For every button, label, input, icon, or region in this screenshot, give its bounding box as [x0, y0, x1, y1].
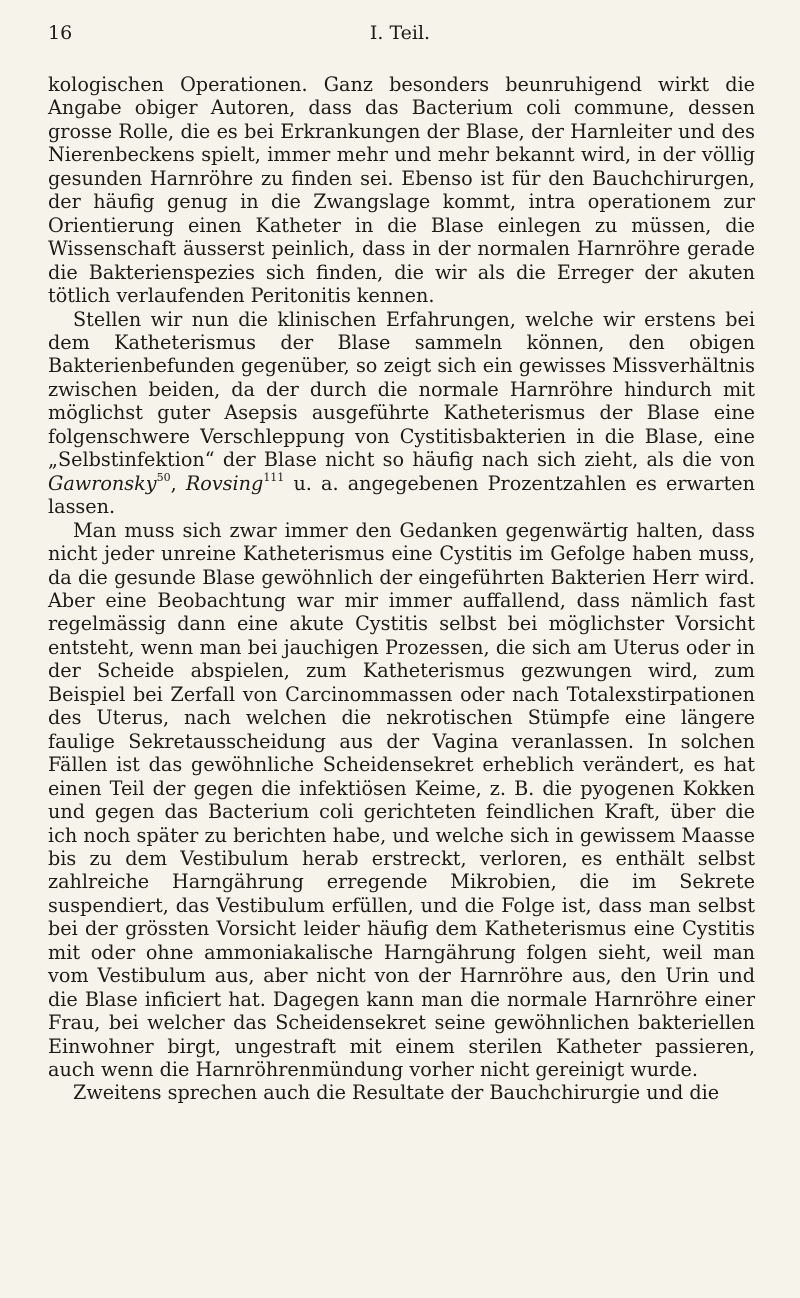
reference-number: 50	[156, 471, 171, 485]
paragraph-text: Stellen wir nun die klinischen Erfahrungen, welche wir erstens bei dem Katheterismus der Blase sammeln können, den obigen Bakterienbefunden gegenüber, so zeigt sich ein gewisses Missverhältnis zwischen beiden, da der durch die normale Harnröhre hindurch mit möglichst guter Asepsis ausgeführte Katheterismus der Blase eine folgenschwere Verschleppung von Cystitisbakterien in die Blase, eine „Selbstinfektion“ der Blase nicht so häufig nach sich zieht, als die von	[48, 307, 755, 472]
punctuation: ,	[170, 471, 177, 495]
paragraph-second-point	[48, 1081, 755, 1104]
author-reference-gawronsky: Gawronsky	[48, 471, 157, 495]
author-reference-rovsing: Rovsing	[185, 471, 264, 495]
paragraph-clinical-experience	[48, 308, 755, 519]
paragraph-cystitis-observation	[48, 519, 755, 1082]
paragraph-text: u. a. angegebenen Prozentzahlen es erwarten lassen.	[48, 471, 755, 519]
body-text	[48, 73, 755, 1105]
running-title: I. Teil.	[369, 22, 431, 44]
paragraph-continued	[48, 73, 755, 308]
paragraph-text: Man muss sich zwar immer den Gedanken gegenwärtig halten, dass nicht jeder unreine Katheterismus eine Cystitis im Gefolge haben muss, da die gesunde Blase gewöhnlich der eingeführten Bakterien Herr wird. Aber eine Beobachtung war mir immer auffallend, dass nämlich fast regelmässig dann eine akute Cystitis selbst bei möglichster Vorsicht entsteht, wenn man bei jauchigen Prozessen, die sich am Uterus oder in der Scheide abspielen, zum Katheterismus gezwungen wird, zum Beispiel bei Zerfall von Carcinommassen oder nach Totalexstirpationen des Uterus, nach welchen die nekrotischen Stümpfe eine längere faulige Sekretausscheidung aus der Vagina veranlassen. In solchen Fällen ist das gewöhnliche Scheidensekret erheblich verändert, es hat einen Teil der gegen die infektiösen Keime, z. B. die pyogenen Kokken und gegen das Bacterium coli gerichteten feindlichen Kraft, über die ich noch später zu berichten habe, und welche sich in gewissem Maasse bis zu dem Vestibulum herab erstreckt, verloren, es enthält selbst zahlreiche Harngährung erregende Mikrobien, die im Sekrete suspendiert, das Vestibulum erfüllen, und die Folge ist, dass man selbst bei der grössten Vorsicht leider häufig dem Katheterismus eine Cystitis mit oder ohne ammoniakalische Harngährung folgen sieht, weil man vom Vestibulum aus, aber nicht von der Harnröhre aus, den Urin und die Blase inficiert hat. Dagegen kann man die normale Harnröhre einer Frau, bei welcher das Scheidensekret seine gewöhnlichen bakteriellen Einwohner birgt, ungestraft mit einem sterilen Katheter passieren, auch wenn die Harnröhrenmündung vorher nicht gereinigt wurde.	[48, 518, 755, 1082]
running-head	[48, 18, 752, 48]
paragraph-text: kologischen Operationen. Ganz besonders beunruhigend wirkt die Angabe obiger Autoren, dass das Bacterium coli commune, dessen grosse Rolle, die es bei Erkrankungen der Blase, der Harnleiter und des Nierenbeckens spielt, immer mehr und mehr bekannt wird, in der völlig gesunden Harnröhre zu finden sei. Ebenso ist für den Bauchchirurgen, der häufig genug in die Zwangslage kommt, intra operationem zur Orientierung einen Katheter in die Blase einlegen zu müssen, die Wissenschaft äusserst peinlich, dass in der normalen Harnröhre gerade die Bakterienspezies sich finden, die wir als die Erreger der akuten tötlich verlaufenden Peritonitis kennen.	[48, 73, 755, 308]
paragraph-text: Zweitens sprechen auch die Resultate der Bauchchirurgie und die	[73, 1081, 720, 1105]
reference-number: 111	[263, 471, 285, 485]
page-number: 16	[48, 22, 73, 44]
